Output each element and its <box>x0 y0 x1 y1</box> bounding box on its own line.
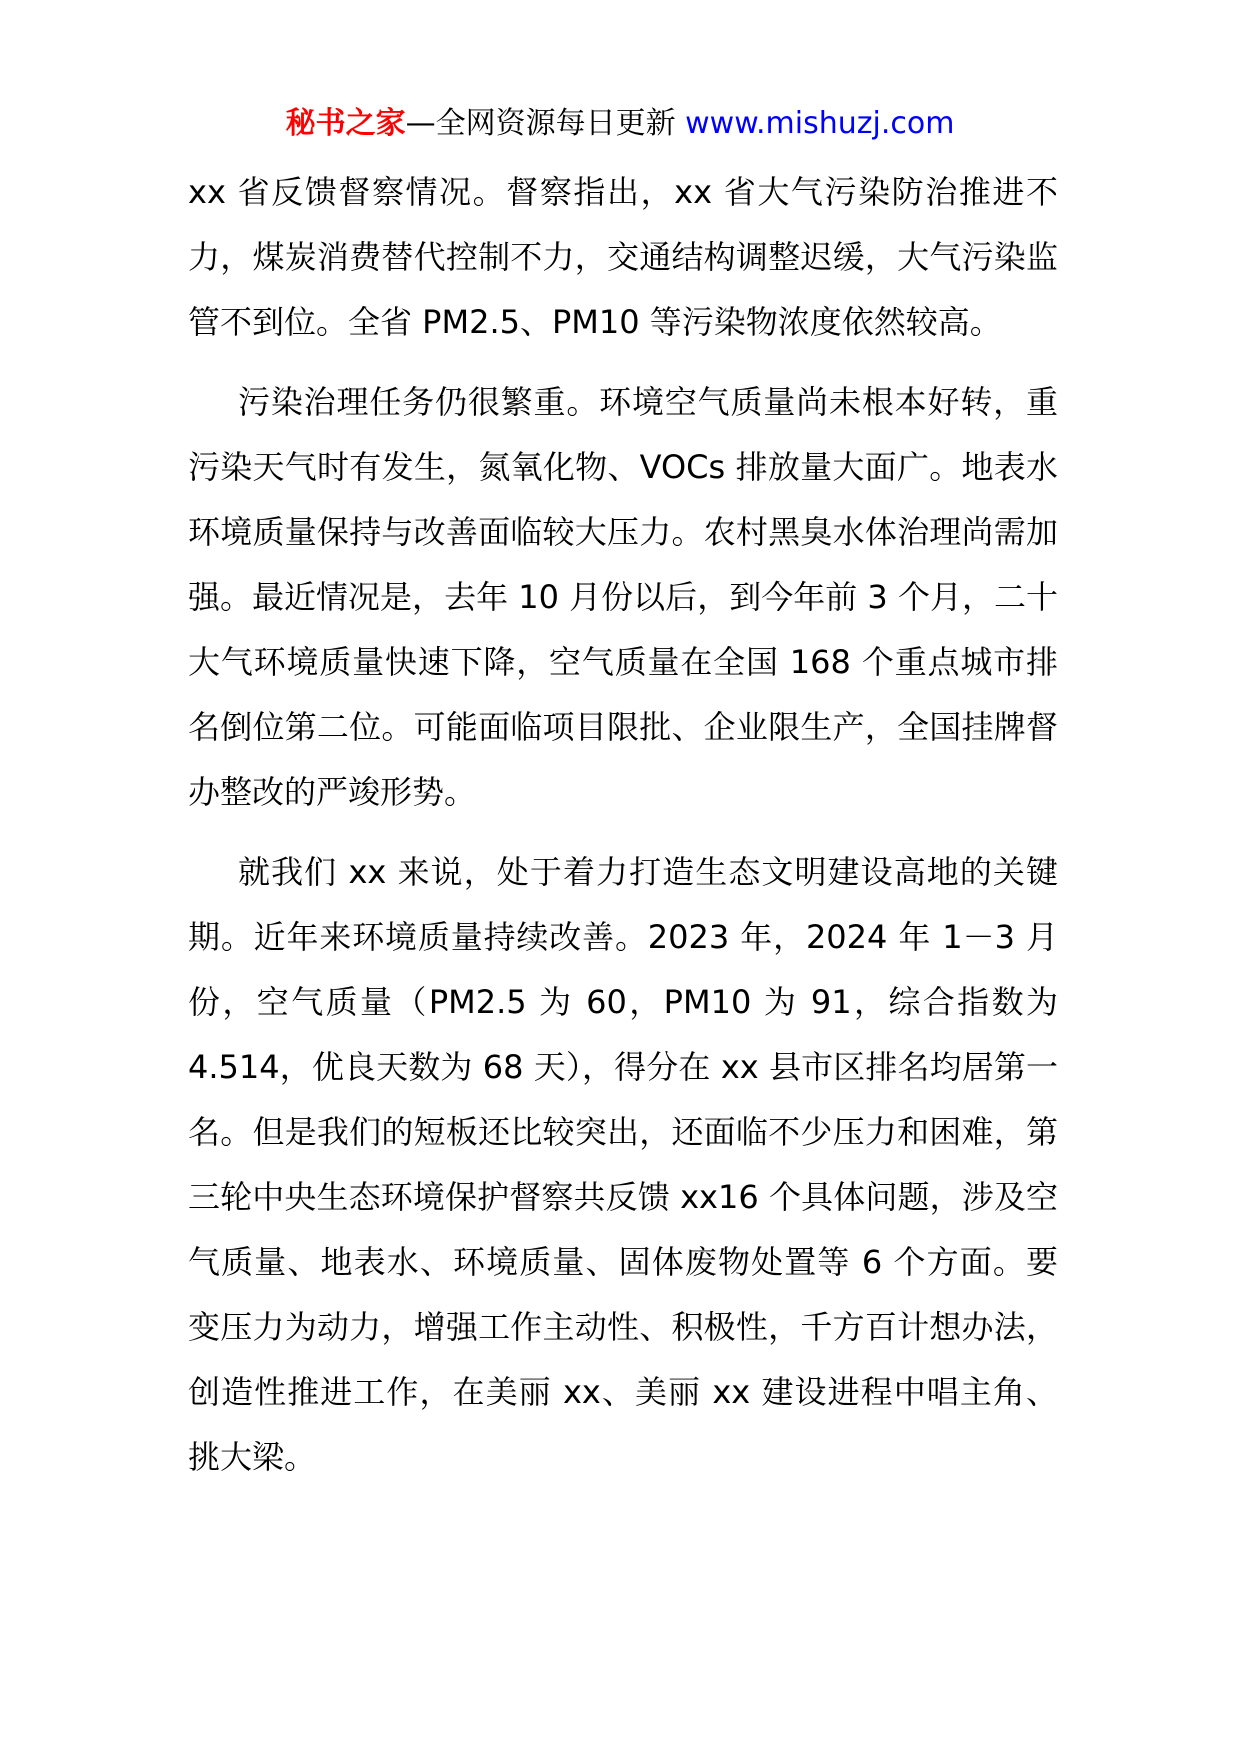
document-body <box>188 160 1058 1490</box>
paragraph-3: 就我们 xx 来说，处于着力打造生态文明建设高地的关键期。近年来环境质量持续改善。2023 年，2024 年 1－3 月份，空气质量（PM2.5 为 60，PM10 为 91，综合指数为 4.514，优良天数为 68 天），得分在 xx 县市区排名均居第一名。但是我们的短板还比较突出，还面临不少压力和困难，第三轮中央生态环境保护督察共反馈 xx16 个具体问题，涉及空气质量、地表水、环境质量、固体废物处置等 6 个方面。要变压力为动力，增强工作主动性、积极性，千方百计想办法，创造性推进工作，在美丽 xx、美丽 xx 建设进程中唱主角、挑大梁。 <box>188 853 1058 1476</box>
brand-name: 秘书之家 <box>285 106 406 141</box>
paragraph-2: 污染治理任务仍很繁重。环境空气质量尚未根本好转，重污染天气时有发生，氮氧化物、VOCs 排放量大面广。地表水环境质量保持与改善面临较大压力。农村黑臭水体治理尚需加强。最近情况是，去年 10 月份以后，到今年前 3 个月，二十大气环境质量快速下降，空气质量在全国 168 个重点城市排名倒位第二位。可能面临项目限批、企业限生产，全国挂牌督办整改的严竣形势。 <box>188 383 1058 811</box>
header-tagline: —全网资源每日更新 <box>405 106 686 141</box>
page-header <box>0 104 1240 144</box>
paragraph-1: xx 省反馈督察情况。督察指出，xx 省大气污染防治推进不力，煤炭消费替代控制不力，交通结构调整迟缓，大气污染监管不到位。全省 PM2.5、PM10 等污染物浓度依然较高。 <box>188 173 1058 341</box>
website-link[interactable]: www.mishuzj.com <box>685 106 955 141</box>
